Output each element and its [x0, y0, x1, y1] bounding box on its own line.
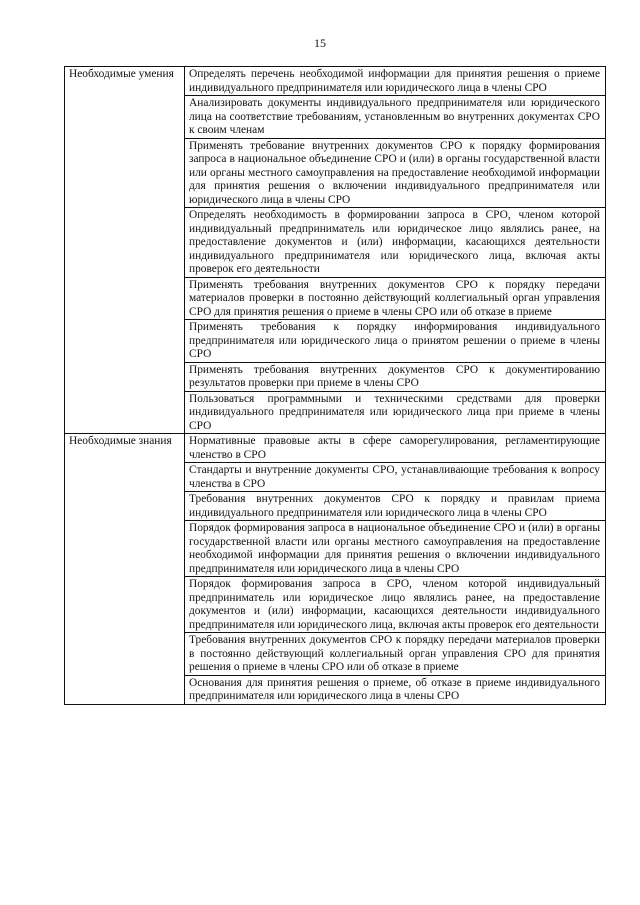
- list-item: Определять перечень необходимой информации для принятия решения о приеме индивидуального предпринимателя или юридического лица в члены СРО: [185, 67, 606, 96]
- list-item: Применять требования внутренних документов СРО к порядку передачи материалов проверки в постоянно действующий коллегиальный орган управления СРО для принятия решения о приеме в члены СРО или об отказе в приеме: [185, 277, 606, 320]
- list-item: Применять требование внутренних документов СРО к порядку формирования запроса в национальное объединение СРО и (или) в органы государственной власти или органы местного самоуправления на предоставление необходимой информации для принятия решения о включении индивидуального предпринимателя или юридического лица в члены СРО: [185, 138, 606, 208]
- list-item: Определять необходимость в формировании запроса в СРО, членом которой индивидуальный предприниматель или юридическое лицо являлись ранее, на предоставление документов и (или) информации, касающихся деятельности индивидуального предпринимателя или юридического лица, включая акты проверок его деятельности: [185, 208, 606, 278]
- section-label-skills: Необходимые умения: [65, 67, 185, 434]
- table-row: [65, 434, 606, 463]
- section-label-knowledge: Необходимые знания: [65, 434, 185, 705]
- list-item: Пользоваться программными и техническими средствами для проверки индивидуального предпринимателя или юридического лица при приеме в члены СРО: [185, 391, 606, 434]
- table-row: [65, 67, 606, 96]
- list-item: Основания для принятия решения о приеме, об отказе в приеме индивидуального предпринимателя или юридического лица в члены СРО: [185, 675, 606, 704]
- list-item: Порядок формирования запроса в национальное объединение СРО и (или) в органы государственной власти или органы местного самоуправления на предоставление необходимой информации для принятия решения о включении индивидуального предпринимателя или юридического лица в члены СРО: [185, 521, 606, 577]
- list-item: Порядок формирования запроса в СРО, членом которой индивидуальный предприниматель или юридическое лицо являлись ранее, на предоставление документов и (или) информации, касающихся деятельности индивидуального предпринимателя или юридического лица, включая акты проверок его деятельности: [185, 577, 606, 633]
- list-item: Применять требования к порядку информирования индивидуального предпринимателя или юридического лица о принятом решении о приеме в члены СРО: [185, 320, 606, 363]
- list-item: Требования внутренних документов СРО к порядку и правилам приема индивидуального предпринимателя или юридического лица в члены СРО: [185, 492, 606, 521]
- list-item: Применять требования внутренних документов СРО к документированию результатов проверки при приеме в члены СРО: [185, 362, 606, 391]
- list-item: Стандарты и внутренние документы СРО, устанавливающие требования к вопросу членства в СРО: [185, 463, 606, 492]
- list-item: Требования внутренних документов СРО к порядку передачи материалов проверки в постоянно действующий коллегиальный орган управления СРО для принятия решения о приеме в члены СРО или об отказе в приеме: [185, 633, 606, 676]
- page-number: 15: [314, 36, 326, 50]
- requirements-table: [64, 66, 606, 705]
- list-item: Анализировать документы индивидуального предпринимателя или юридического лица на соответствие требованиям, установленным во внутренних документах СРО к своим членам: [185, 96, 606, 139]
- list-item: Нормативные правовые акты в сфере саморегулирования, регламентирующие членство в СРО: [185, 434, 606, 463]
